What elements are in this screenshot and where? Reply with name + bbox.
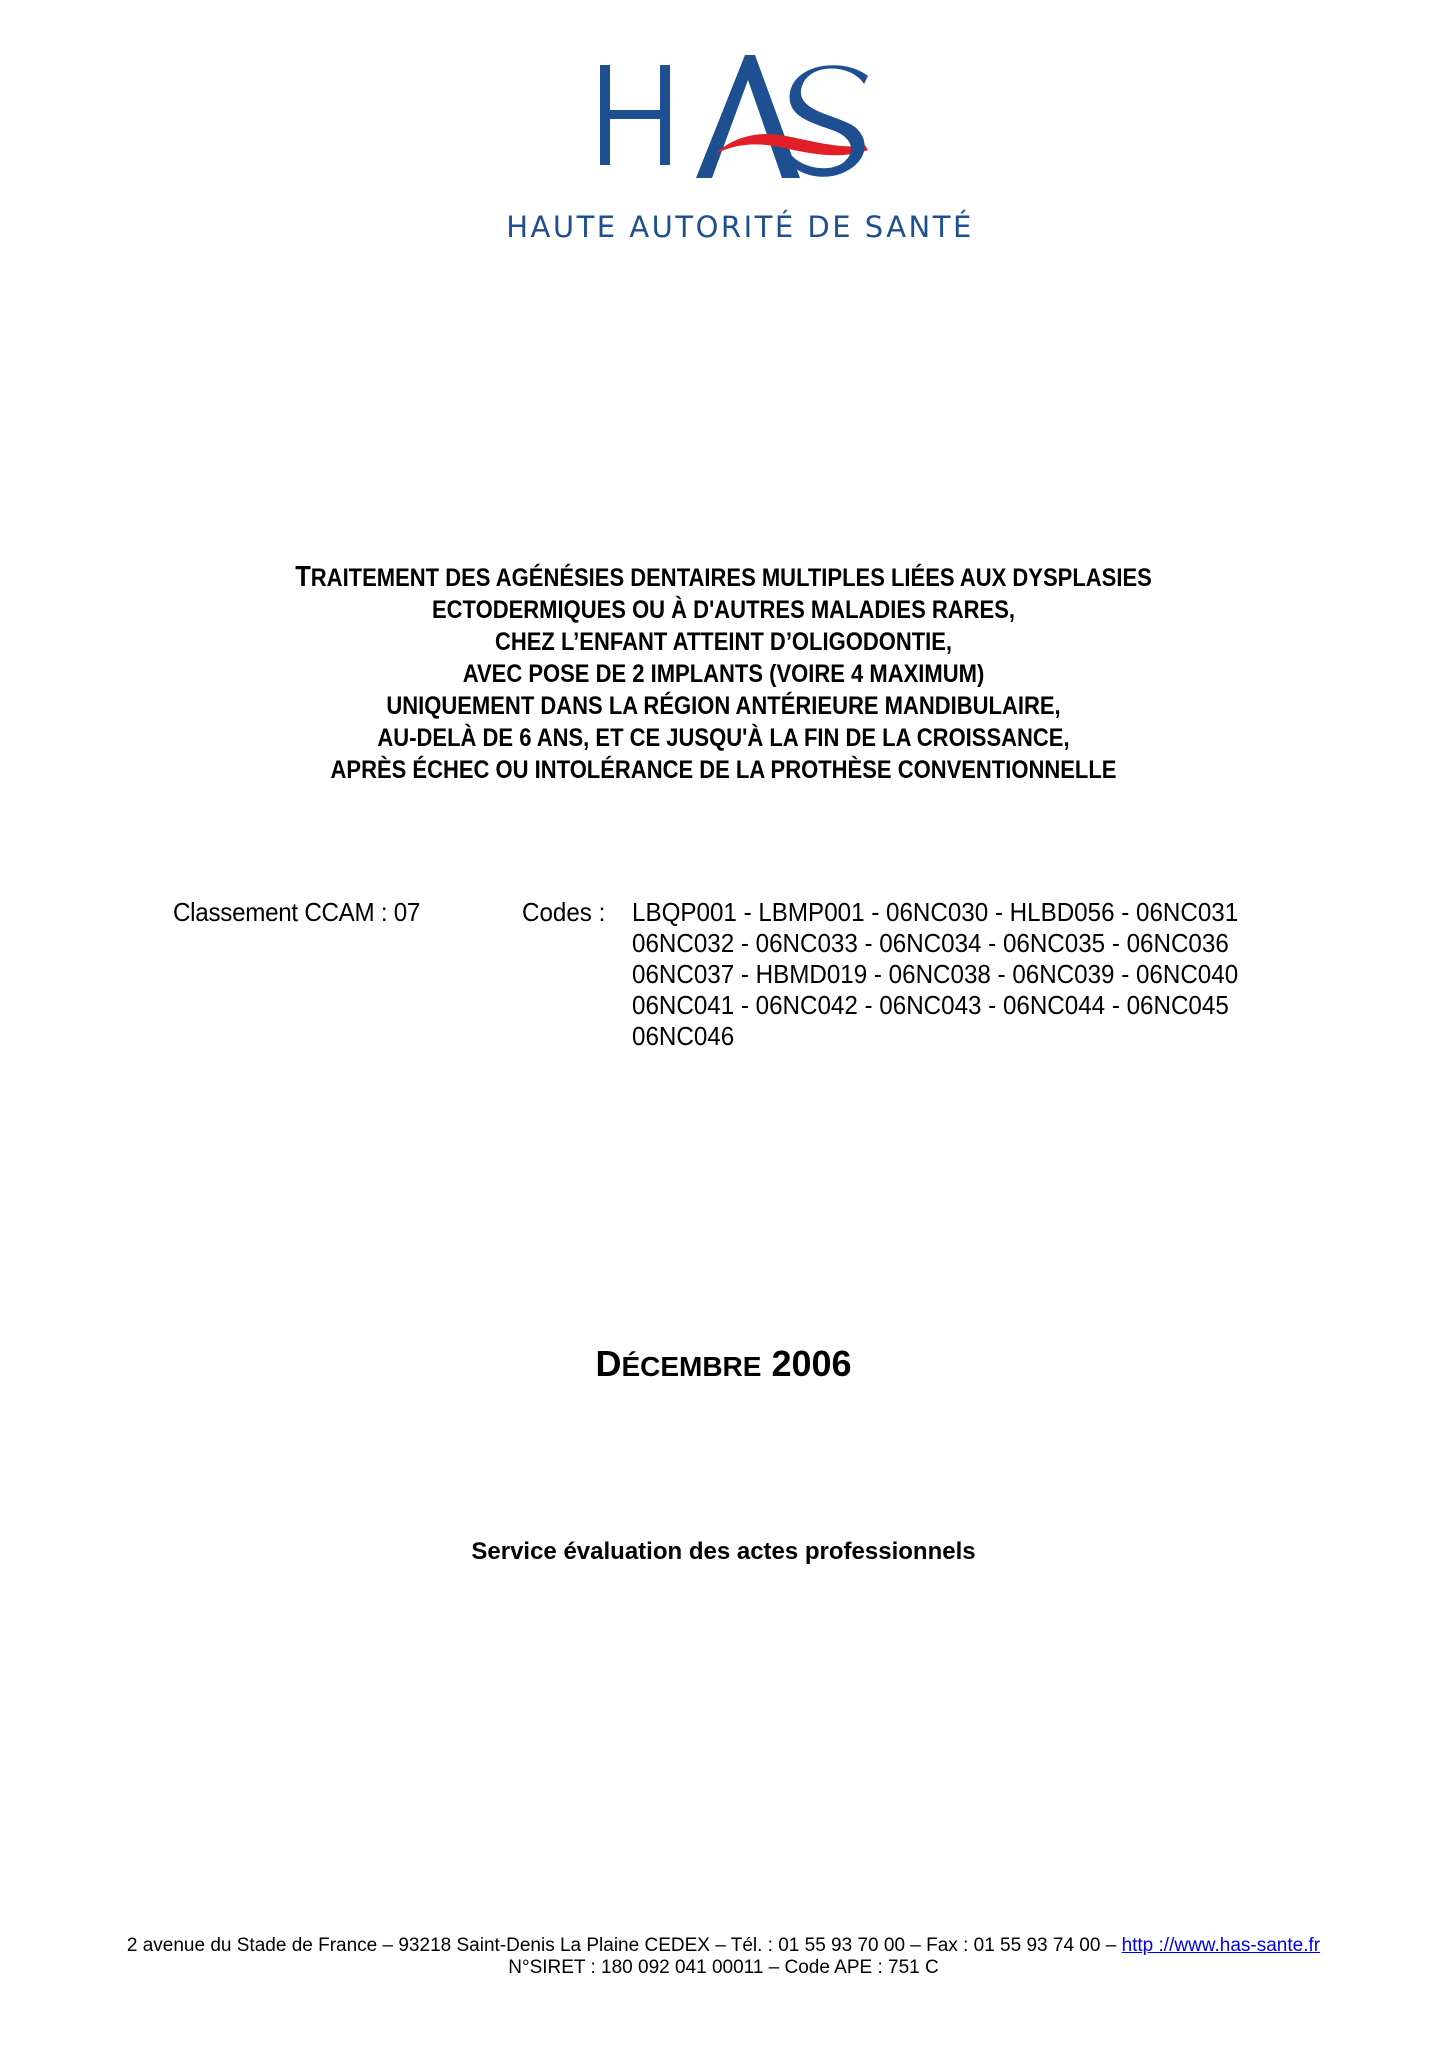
publication-date: DÉCEMBRE 2006 — [595, 1343, 852, 1384]
service-name: Service évaluation des actes professionnels — [471, 1538, 976, 1565]
ccam-classification: Classement CCAM : 07 — [173, 897, 421, 927]
footer-siret: N°SIRET : 180 092 041 00011 – Code APE : 751 C — [508, 1957, 939, 1978]
title-line-5: UNIQUEMENT DANS LA RÉGION ANTÉRIEURE MANDIBULAIRE, — [386, 692, 1061, 720]
codes-row: 06NC032 - 06NC033 - 06NC034 - 06NC035 - 06NC036 — [632, 928, 1229, 958]
codes-list — [632, 897, 1238, 1052]
organization-name: HAUTE AUTORITÉ DE SANTÉ — [506, 210, 974, 244]
title-line-1: TRAITEMENT DES AGÉNÉSIES DENTAIRES MULTIPLES LIÉES AUX DYSPLASIES — [295, 561, 1152, 593]
document-title — [219, 561, 1228, 786]
title-line-4: AVEC POSE DE 2 IMPLANTS (VOIRE 4 MAXIMUM) — [462, 660, 985, 688]
has-logo-mark-icon — [480, 50, 1000, 200]
codes-row: 06NC046 — [632, 1021, 735, 1051]
footer — [0, 1935, 1447, 1979]
title-line-3: CHEZ L’ENFANT ATTEINT D’OLIGODONTIE, — [494, 628, 953, 656]
codes-row: 06NC037 - HBMD019 - 06NC038 - 06NC039 - 06NC040 — [632, 959, 1239, 989]
codes-row: LBQP001 - LBMP001 - 06NC030 - HLBD056 - 06NC031 — [632, 897, 1239, 927]
title-line-2: ECTODERMIQUES OU À D'AUTRES MALADIES RARES, — [432, 596, 1015, 624]
codes-row: 06NC041 - 06NC042 - 06NC043 - 06NC044 - 06NC045 — [632, 990, 1229, 1020]
has-logo — [480, 50, 1000, 250]
title-line-6: AU-DELÀ DE 6 ANS, ET CE JUSQU'À LA FIN DE LA CROISSANCE, — [377, 724, 1070, 752]
footer-address-line: 2 avenue du Stade de France – 93218 Saint-Denis La Plaine CEDEX – Tél. : 01 55 93 70 00 – Fax : 01 55 93 74 00 – http ://www.has-sante.fr — [126, 1935, 1321, 1956]
title-line-7: APRÈS ÉCHEC OU INTOLÉRANCE DE LA PROTHÈSE CONVENTIONNELLE — [330, 756, 1117, 784]
codes-label: Codes : — [522, 897, 606, 927]
website-link[interactable]: http ://www.has-sante.fr — [1121, 1935, 1321, 1956]
